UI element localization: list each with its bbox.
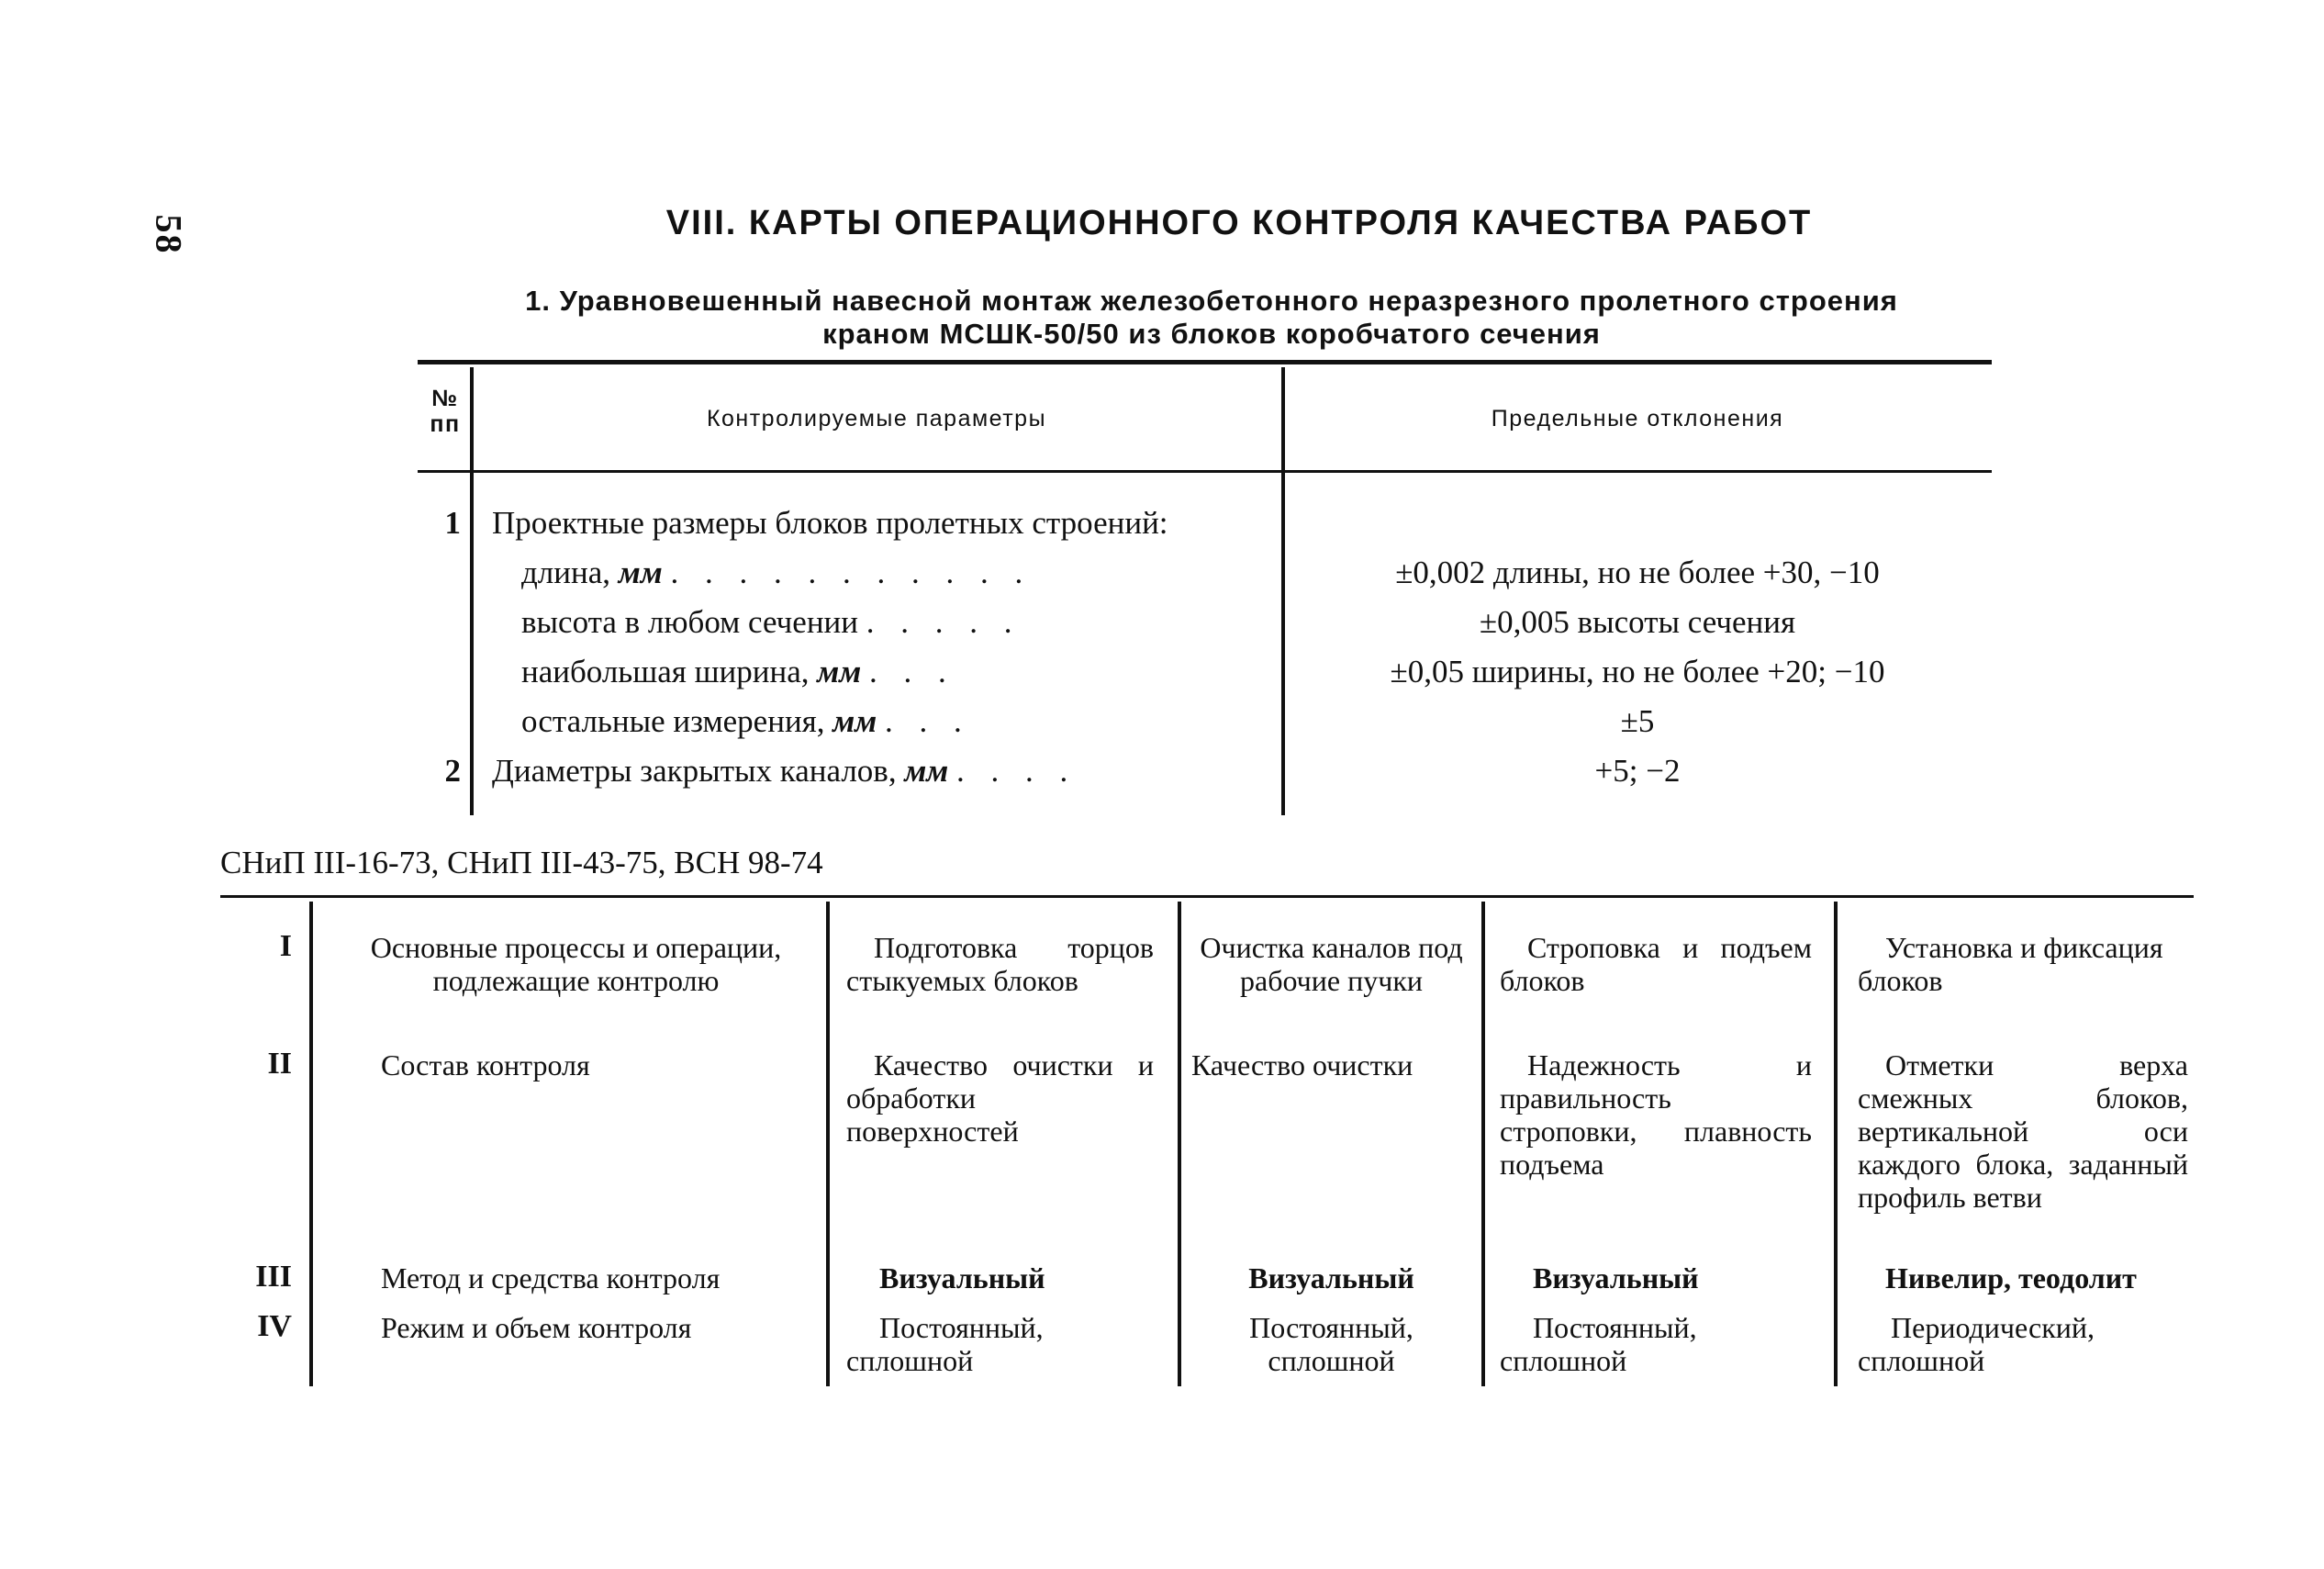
dot-leader: . . . . . bbox=[866, 604, 1022, 640]
row-deviation: +5; −2 bbox=[1594, 753, 1681, 789]
row-deviation: ±0,05 ширины, но не более +20; −10 bbox=[1390, 654, 1885, 689]
row-label: Метод и средства контроля bbox=[381, 1261, 721, 1294]
table-cell: Подготовка торцов стыкуемых блоков bbox=[846, 931, 1154, 997]
table-cell: Надежность и правильность строповки, плавность подъема bbox=[1500, 1048, 1812, 1181]
dot-leader: . . . . . . . . . . . bbox=[670, 555, 1033, 590]
table-cell: Визуальный bbox=[1533, 1261, 1699, 1294]
table-cell: Постоянный, сплошной bbox=[846, 1311, 1044, 1377]
row-param: высота в любом сечении . . . . . bbox=[521, 604, 1022, 640]
row-deviation: ±5 bbox=[1620, 703, 1655, 739]
unit-label: мм bbox=[817, 654, 862, 689]
table2-col-divider bbox=[309, 902, 313, 1386]
dot-leader: . . . . bbox=[956, 753, 1078, 789]
row-number: I bbox=[279, 929, 292, 963]
header-deviations: Предельные отклонения bbox=[1491, 406, 1784, 431]
table-cell: Качество очистки и обработки поверхностей bbox=[846, 1048, 1154, 1148]
table1-col-divider-1 bbox=[470, 367, 474, 815]
unit-label: мм bbox=[832, 703, 877, 739]
row-label: Основные процессы и операции, подлежащие контролю bbox=[370, 931, 782, 997]
subtitle-line-2: краном МСШК-50/50 из блоков коробчатого сечения bbox=[822, 318, 1601, 350]
table-cell: Качество очистки bbox=[1191, 1048, 1413, 1081]
table1-header-rule bbox=[418, 470, 1992, 473]
table-cell: Очистка каналов под рабочие пучки bbox=[1200, 931, 1463, 997]
table2-col-divider bbox=[1481, 902, 1485, 1386]
unit-label: мм bbox=[618, 555, 663, 590]
table-cell: Установка и фиксация блоков bbox=[1858, 931, 2163, 997]
table-cell: Визуальный bbox=[1248, 1261, 1414, 1294]
row-label: Состав контроля bbox=[381, 1048, 590, 1081]
row-num: 1 bbox=[444, 505, 461, 541]
header-params: Контролируемые параметры bbox=[706, 406, 1047, 431]
table-subtitle bbox=[367, 285, 2056, 351]
row-param: Диаметры закрытых каналов, мм . . . . bbox=[492, 753, 1078, 789]
row-deviation: ±0,005 высоты сечения bbox=[1479, 604, 1796, 640]
row-number: IV bbox=[257, 1309, 292, 1343]
row-param: Проектные размеры блоков пролетных строений: bbox=[492, 505, 1168, 541]
unit-label: мм bbox=[904, 753, 949, 789]
row-number: III bbox=[255, 1260, 292, 1294]
dot-leader: . . . bbox=[869, 654, 955, 689]
table1-col-divider-2 bbox=[1281, 367, 1285, 815]
table-cell: Строповка и подъем блоков bbox=[1500, 931, 1812, 997]
page-number: 58 bbox=[148, 214, 190, 255]
row-param: остальные измерения, мм . . . bbox=[521, 703, 971, 739]
header-num: № пп bbox=[430, 386, 461, 437]
dot-leader: . . . bbox=[885, 703, 971, 739]
table-cell: Отметки верха смежных блоков, вертикальной оси каждого блока, заданный профиль ветви bbox=[1858, 1048, 2188, 1214]
row-number: II bbox=[267, 1047, 292, 1081]
table-cell: Постоянный, сплошной bbox=[1249, 1311, 1413, 1377]
row-param: наибольшая ширина, мм . . . bbox=[521, 654, 955, 689]
table-cell: Постоянный, сплошной bbox=[1500, 1311, 1697, 1377]
row-param: длина, мм . . . . . . . . . . . bbox=[521, 555, 1033, 590]
row-deviation: ±0,002 длины, но не более +30, −10 bbox=[1395, 555, 1880, 590]
subtitle-line-1: 1. Уравновешенный навесной монтаж железобетонного неразрезного пролетного строения bbox=[525, 285, 1898, 317]
table2-top-rule bbox=[220, 895, 2194, 898]
table-cell: Периодический, сплошной bbox=[1858, 1311, 2095, 1377]
row-label: Режим и объем контроля bbox=[381, 1311, 692, 1344]
section-title: VIII. КАРТЫ ОПЕРАЦИОННОГО КОНТРОЛЯ КАЧЕСТВА РАБОТ bbox=[665, 204, 1813, 242]
table-cell: Визуальный bbox=[879, 1261, 1045, 1294]
table-cell: Нивелир, теодолит bbox=[1885, 1261, 2137, 1294]
table1-top-rule bbox=[418, 360, 1992, 364]
row-num: 2 bbox=[444, 753, 461, 789]
normative-reference: СНиП III-16-73, СНиП III-43-75, ВСН 98-74 bbox=[220, 845, 823, 880]
table2-col-divider bbox=[1178, 902, 1181, 1386]
table2-col-divider bbox=[826, 902, 830, 1386]
table2-col-divider bbox=[1834, 902, 1838, 1386]
